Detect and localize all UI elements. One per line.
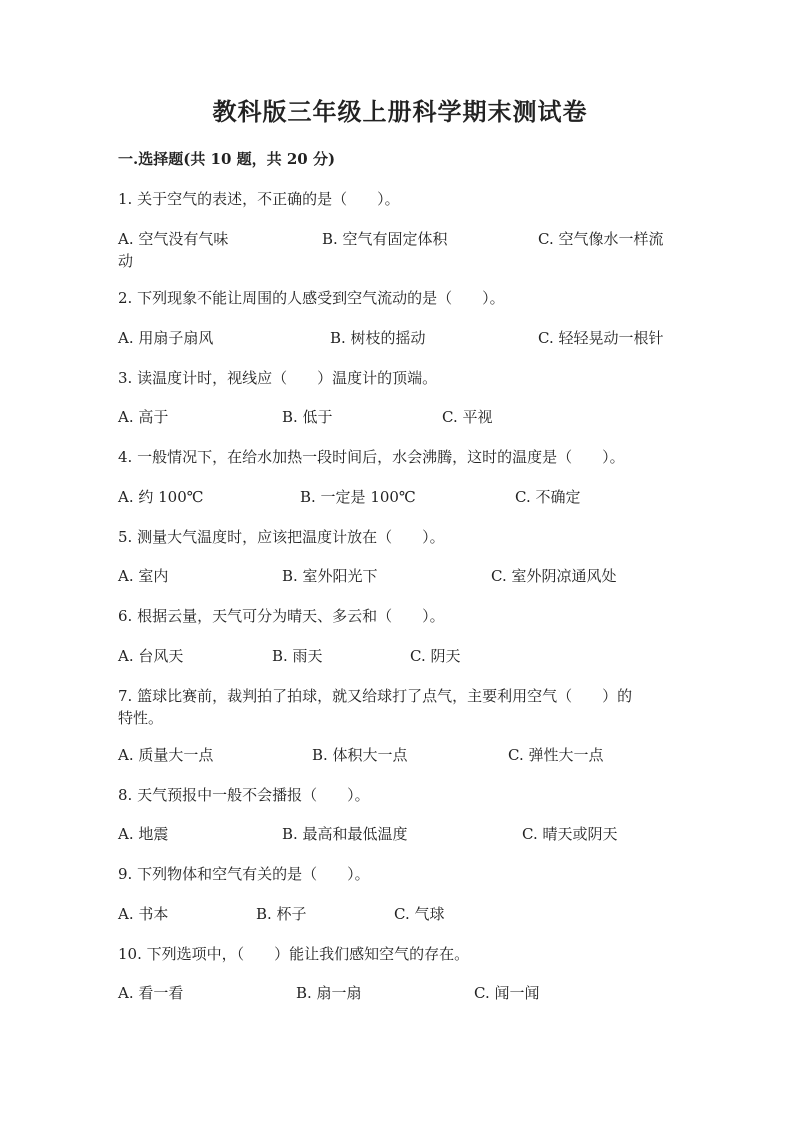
question-10 — [118, 943, 688, 965]
option-b: B. 最高和最低温度 — [282, 825, 408, 843]
option-b: B. 空气有固定体积 — [322, 230, 448, 248]
option-a: A. 地震 — [118, 825, 169, 843]
option-c: C. 晴天或阴天 — [522, 825, 618, 843]
option-b: B. 体积大一点 — [312, 746, 408, 764]
question-2-options — [118, 327, 688, 371]
question-6-options — [118, 645, 688, 689]
question-stem: 9. 下列物体和空气有关的是（ ）。 — [118, 865, 370, 883]
question-stem: 10. 下列选项中，（ ）能让我们感知空气的存在。 — [118, 945, 470, 963]
question-10-options — [118, 982, 688, 1026]
question-7-options — [118, 744, 688, 788]
question-stem: 1. 关于空气的表述，不正确的是（ ）。 — [118, 190, 400, 208]
question-4-options — [118, 486, 688, 530]
question-3 — [118, 367, 688, 389]
option-c: C. 弹性大一点 — [508, 746, 604, 764]
option-a: A. 室内 — [118, 567, 169, 585]
question-8 — [118, 784, 688, 806]
option-c: C. 轻轻晃动一根针 — [538, 329, 664, 347]
option-b: B. 杯子 — [256, 905, 307, 923]
option-c: C. 平视 — [442, 408, 493, 426]
question-stem-wrap: 特性。 — [118, 709, 164, 727]
option-c: C. 不确定 — [515, 488, 581, 506]
option-b: B. 低于 — [282, 408, 333, 426]
option-c: C. 阴天 — [410, 647, 461, 665]
option-a: A. 用扇子扇风 — [118, 329, 214, 347]
option-b: B. 一定是 100℃ — [300, 488, 416, 506]
question-stem: 7. 篮球比赛前，裁判拍了拍球，就又给球打了点气，主要利用空气（ ）的 — [118, 687, 633, 705]
question-9-options — [118, 903, 688, 947]
option-c: C. 室外阴凉通风处 — [491, 567, 617, 585]
option-c: C. 闻一闻 — [474, 984, 540, 1002]
option-b: B. 扇一扇 — [296, 984, 362, 1002]
question-6 — [118, 605, 688, 627]
page-title: 教科版三年级上册科学期末测试卷 — [212, 97, 588, 126]
question-stem: 2. 下列现象不能让周围的人感受到空气流动的是（ ）。 — [118, 289, 505, 307]
option-a: A. 约 100℃ — [118, 488, 204, 506]
question-5 — [118, 526, 688, 548]
option-b: B. 树枝的摇动 — [330, 329, 426, 347]
option-a: A. 书本 — [118, 905, 169, 923]
option-c-wrap: 动 — [118, 252, 134, 270]
option-a: A. 空气没有气味 — [118, 230, 229, 248]
question-stem: 6. 根据云量，天气可分为晴天、多云和（ ）。 — [118, 607, 445, 625]
option-a: A. 质量大一点 — [118, 746, 214, 764]
question-stem: 8. 天气预报中一般不会播报（ ）。 — [118, 786, 370, 804]
option-a: A. 看一看 — [118, 984, 184, 1002]
option-b: B. 雨天 — [272, 647, 323, 665]
question-4 — [118, 446, 688, 468]
question-stem: 4. 一般情况下，在给水加热一段时间后，水会沸腾，这时的温度是（ ）。 — [118, 448, 625, 466]
question-1 — [118, 188, 688, 210]
question-3-options — [118, 406, 688, 450]
option-a: A. 台风天 — [118, 647, 184, 665]
question-5-options — [118, 565, 688, 609]
option-a: A. 高于 — [118, 408, 169, 426]
question-7 — [118, 685, 688, 729]
question-9 — [118, 863, 688, 885]
question-2 — [118, 287, 688, 309]
question-stem: 3. 读温度计时，视线应（ ）温度计的顶端。 — [118, 369, 438, 387]
question-8-options — [118, 823, 688, 867]
option-c: C. 空气像水一样流 — [538, 230, 664, 248]
option-c: C. 气球 — [394, 905, 445, 923]
section-heading: 一.选择题(共 10 题，共 20 分) — [118, 150, 336, 168]
option-b: B. 室外阳光下 — [282, 567, 378, 585]
question-1-options — [118, 228, 688, 272]
question-stem: 5. 测量大气温度时，应该把温度计放在（ ）。 — [118, 528, 445, 546]
